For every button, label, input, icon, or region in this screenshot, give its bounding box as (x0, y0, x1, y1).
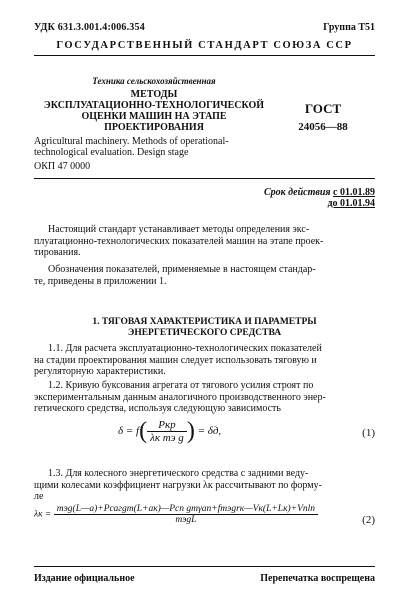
standard-banner: ГОСУДАРСТВЕННЫЙ СТАНДАРТ СОЮЗА ССР (56, 40, 353, 51)
clause-1-1 (34, 343, 375, 378)
title-line-1: МЕТОДЫ (130, 89, 178, 100)
intro-paragraph-1 (34, 224, 375, 259)
intro-p2-line-1: Обозначения показателей, применяемые в настоящем стандар- (48, 264, 316, 275)
bottom-divider (34, 566, 375, 567)
formula-2-fraction (54, 504, 318, 525)
formula-2-number: (2) (362, 514, 375, 526)
gost-number: 24056—88 (298, 121, 348, 133)
udk-code: УДК 631.3.001.4:006.354 (34, 22, 145, 33)
validity-to-prefix: до (327, 198, 338, 209)
clause-1-3-line-1: 1.3. Для колесного энергетического средства с задними веду- (48, 468, 309, 479)
formula-2 (34, 504, 318, 525)
title-line-4: ПРОЕКТИРОВАНИЯ (104, 122, 204, 133)
header-row (34, 22, 375, 36)
clause-1-3 (34, 468, 375, 503)
group-code: Группа Т51 (323, 22, 375, 33)
validity-to: 01.01.94 (340, 198, 375, 209)
formula-1-number: (1) (362, 427, 375, 439)
validity-block (264, 187, 375, 209)
intro-paragraph-2 (34, 264, 375, 287)
formula-2-denominator: mэgL (175, 515, 197, 525)
title-line-3: ОЦЕНКИ МАШИН НА ЭТАПЕ (81, 111, 227, 122)
okp-code: ОКП 47 0000 (34, 161, 91, 172)
english-title-line-1: Agricultural machinery. Methods of operational- (34, 136, 229, 147)
intro-p1-line-3: тирования. (34, 247, 81, 258)
formula-2-numerator: mэg(L—a)+Pсагgт(L+aк)—Pсп gтγаn+fmэgrк—Vк(L+Lк)+Vпlп (54, 504, 318, 515)
clause-1-2-line-2: экспериментальным данным аналогичного производственного энер- (34, 391, 326, 403)
formula-2-lhs: λк = (34, 509, 52, 520)
clause-1-2-line-1: 1.2. Кривую буксования агрегата от тягового усилия строят по (48, 380, 314, 391)
clause-1-1-line-1: 1.1. Для расчета эксплуатационно-технологических показателей (48, 343, 322, 354)
gost-label: ГОСТ (304, 101, 342, 116)
intro-p1-line-2: плуатационно-технологических показателей машин на этапе проек- (34, 235, 324, 247)
intro-p1-line-1: Настоящий стандарт устанавливает методы определения экс- (48, 224, 310, 235)
middle-divider (34, 178, 375, 179)
title-line-2: ЭКСПЛУАТАЦИОННО-ТЕХНОЛОГИЧЕСКОЙ (43, 100, 265, 111)
clause-1-3-line-3: ле (34, 491, 44, 502)
formula-1-fraction (147, 419, 187, 444)
formula-1: δ = f( $\frac{\text{Pкр}}{\text{λк mэ g}}$ ) = δд, (118, 418, 222, 444)
clause-1-2-line-3: гетического средства, используя следующую зависимость (34, 403, 281, 414)
english-title-line-2: technological evaluation. Design stage (34, 147, 189, 158)
intro-p2-line-2: те, приведены в приложении 1. (34, 275, 167, 287)
clause-1-2 (34, 380, 375, 415)
clause-1-1-line-2: на стадии проектирования машин следует использовать тяговую и (34, 354, 317, 366)
subject-line: Техника сельскохозяйственная (92, 76, 216, 86)
section-heading (34, 317, 375, 339)
validity-from: 01.01.89 (340, 187, 375, 198)
english-title (34, 136, 284, 158)
formula-1-rhs: = δд, (197, 425, 222, 438)
top-divider (34, 55, 375, 56)
gost-block (288, 102, 358, 134)
formula-1-lhs: δ = f (118, 425, 140, 438)
formula-1-denominator: λк mэ g (150, 432, 184, 444)
footer-reprint-forbidden: Перепечатка воспрещена (260, 573, 375, 584)
section-heading-line-1: 1. ТЯГОВАЯ ХАРАКТЕРИСТИКА И ПАРАМЕТРЫ (92, 317, 317, 327)
section-heading-line-2: ЭНЕРГЕТИЧЕСКОГО СРЕДСТВА (127, 328, 282, 338)
validity-from-prefix: с (333, 187, 338, 198)
formula-1-numerator: Pкр (147, 419, 187, 432)
validity-label: Срок действия (263, 187, 331, 198)
clause-1-1-line-3: регуляторную характеристики. (34, 366, 166, 377)
clause-1-3-line-2: щими колесами коэффициент нагрузки λк рассчитывают по форму- (34, 479, 322, 491)
title-block (34, 76, 274, 133)
footer-official-edition: Издание официальное (34, 573, 135, 584)
